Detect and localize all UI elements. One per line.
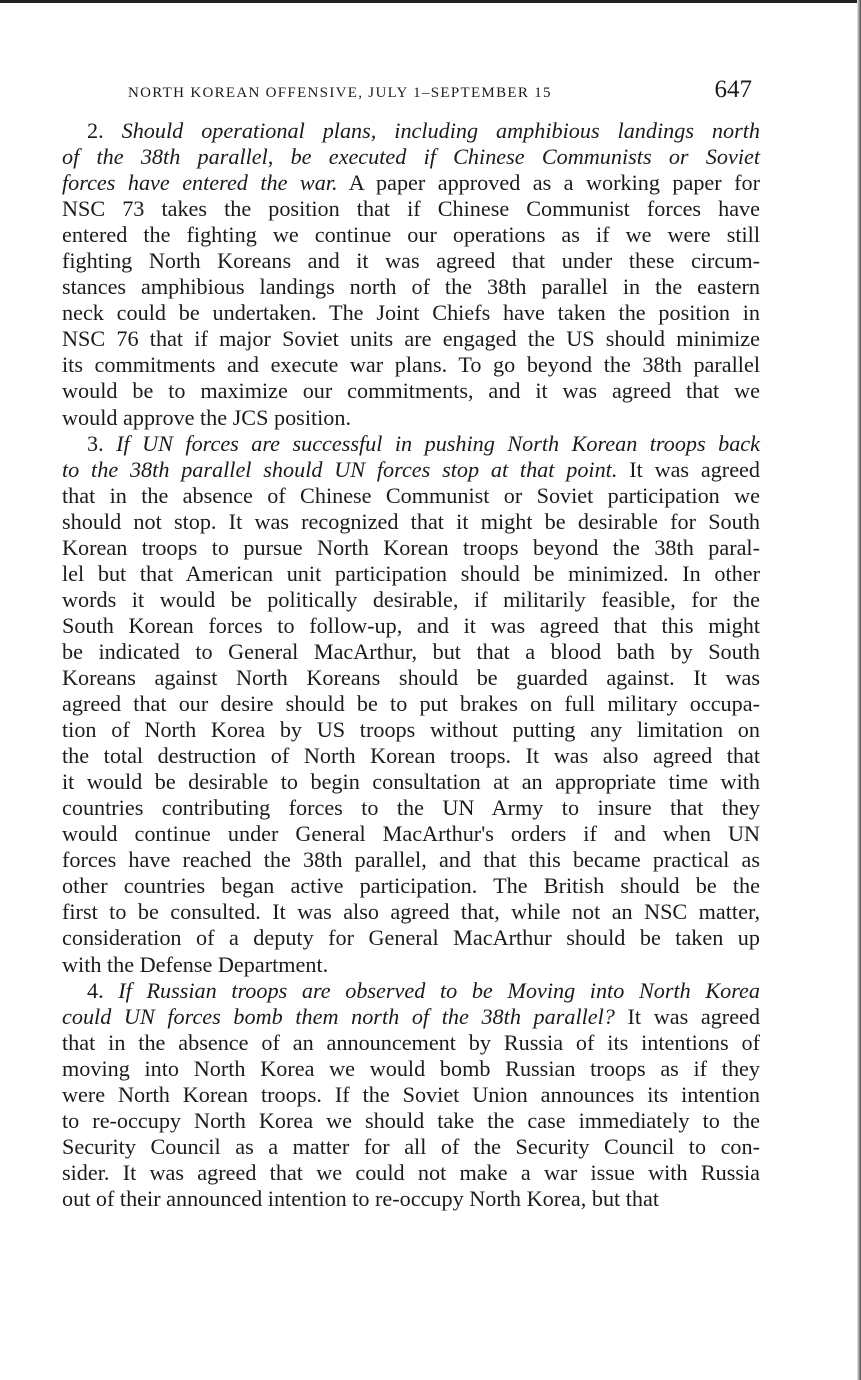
- body-text: Koreans against North Koreans should be guarded against. It was: [62, 664, 760, 690]
- text-line: [62, 952, 760, 978]
- body-text: sider. It was agreed that we could not make a war issue with Russia: [62, 1159, 760, 1185]
- text-line: [62, 300, 760, 326]
- top-edge-rule: [0, 0, 861, 3]
- body-text: agreed that our desire should be to put brakes on full military occupa-: [62, 691, 760, 717]
- text-line: [62, 587, 760, 613]
- text-line: [62, 431, 760, 457]
- text-line: [62, 378, 760, 404]
- body-text: 3.: [87, 430, 117, 456]
- italic-heading-text: of the 38th parallel, be executed if Chinese Communists or Soviet: [62, 144, 760, 170]
- text-line: [62, 222, 760, 248]
- body-text: consideration of a deputy for General MacArthur should be taken up: [62, 925, 760, 951]
- body-text: NSC 76 that if major Soviet units are engaged the US should minimize: [62, 326, 760, 352]
- body-text: first to be consulted. It was also agreed that, while not an NSC matter,: [62, 899, 760, 925]
- text-line: [62, 1082, 760, 1108]
- body-text: that in the absence of Chinese Communist or Soviet participation we: [62, 482, 760, 508]
- body-text: It was agreed: [617, 456, 760, 482]
- body-paragraph: [62, 431, 760, 978]
- body-text: its commitments and execute war plans. To go beyond the 38th parallel: [62, 352, 760, 378]
- body-text: 4.: [87, 977, 119, 1003]
- text-line: [62, 665, 760, 691]
- text-line: [62, 248, 760, 274]
- text-line: [62, 1160, 760, 1186]
- body-text: should not stop. It was recognized that it might be desirable for South: [62, 508, 760, 534]
- body-text: were North Korean troops. If the Soviet Union announces its intention: [62, 1081, 760, 1107]
- text-line: [62, 535, 760, 561]
- body-text: countries contributing forces to the UN Army to insure that they: [62, 795, 760, 821]
- text-line: [62, 352, 760, 378]
- text-line: [62, 639, 760, 665]
- body-text: it would be desirable to begin consultation at an appropriate time with: [62, 769, 760, 795]
- body-text: forces have reached the 38th parallel, and that this became practical as: [62, 847, 760, 873]
- text-line: [62, 1004, 760, 1030]
- page-number: 647: [714, 76, 752, 103]
- page-header: [128, 77, 754, 117]
- italic-heading-text: could UN forces bomb them north of the 38th parallel?: [62, 1003, 615, 1029]
- body-text: entered the fighting we continue our operations as if we were still: [62, 222, 760, 248]
- text-line: [62, 769, 760, 795]
- text-line: [62, 196, 760, 222]
- body-text: with the Defense Department.: [62, 951, 329, 977]
- text-line: [62, 509, 760, 535]
- body-text: words it would be politically desirable, if militarily feasible, for the: [62, 586, 760, 612]
- text-line: [62, 978, 760, 1004]
- running-title: NORTH KOREAN OFFENSIVE, JULY 1–SEPTEMBER 15: [128, 85, 552, 101]
- body-text: out of their announced intention to re-occupy North Korea, but that: [62, 1185, 660, 1211]
- body-text: Korean troops to pursue North Korean troops beyond the 38th paral-: [62, 534, 760, 560]
- body-text: to re-occupy North Korea we should take the case immediately to the: [62, 1107, 760, 1133]
- body-text: It was agreed: [614, 1003, 760, 1029]
- italic-heading-text: to the 38th parallel should UN forces stop at that point.: [62, 456, 618, 482]
- text-line: [62, 118, 760, 144]
- text-line: [62, 899, 760, 925]
- body-text: A paper approved as a working paper for: [337, 170, 760, 196]
- text-line: [62, 561, 760, 587]
- body-text: other countries began active participation. The British should be the: [62, 873, 760, 899]
- body-text: tion of North Korea by US troops without putting any limitation on: [62, 717, 760, 743]
- document-body: [62, 118, 760, 1212]
- text-line: [62, 1108, 760, 1134]
- text-line: [62, 613, 760, 639]
- body-paragraph: [62, 118, 760, 431]
- body-text: stances amphibious landings north of the 38th parallel in the eastern: [62, 274, 760, 300]
- text-line: [62, 821, 760, 847]
- text-line: [62, 873, 760, 899]
- italic-heading-text: If Russian troops are observed to be Moving into North Korea: [118, 977, 760, 1003]
- body-text: be indicated to General MacArthur, but that a blood bath by South: [62, 638, 760, 664]
- body-text: NSC 73 takes the position that if Chinese Communist forces have: [62, 196, 760, 222]
- body-text: would continue under General MacArthur's orders if and when UN: [62, 821, 760, 847]
- body-text: Security Council as a matter for all of the Security Council to con-: [62, 1133, 760, 1159]
- text-line: [62, 717, 760, 743]
- text-line: [62, 925, 760, 951]
- text-line: [62, 1186, 760, 1212]
- body-text: neck could be undertaken. The Joint Chiefs have taken the position in: [62, 300, 760, 326]
- body-text: lel but that American unit participation should be minimized. In other: [62, 560, 760, 586]
- text-line: [62, 405, 760, 431]
- text-line: [62, 691, 760, 717]
- body-text: South Korean forces to follow-up, and it was agreed that this might: [62, 612, 760, 638]
- page-edge-shadow: [857, 0, 861, 1380]
- body-paragraph: [62, 978, 760, 1212]
- text-line: [62, 326, 760, 352]
- text-line: [62, 1134, 760, 1160]
- text-line: [62, 483, 760, 509]
- body-text: moving into North Korea we would bomb Russian troops as if they: [62, 1055, 760, 1081]
- text-line: [62, 1056, 760, 1082]
- body-text: 2.: [87, 118, 122, 143]
- text-line: [62, 847, 760, 873]
- italic-heading-text: Should operational plans, including amphibious landings north: [121, 118, 761, 143]
- text-line: [62, 457, 760, 483]
- body-text: that in the absence of an announcement by Russia of its intentions of: [62, 1029, 760, 1055]
- text-line: [62, 144, 760, 170]
- body-text: the total destruction of North Korean troops. It was also agreed that: [62, 743, 760, 769]
- body-text: fighting North Koreans and it was agreed that under these circum-: [62, 248, 760, 274]
- italic-heading-text: If UN forces are successful in pushing North Korean troops back: [116, 430, 760, 456]
- body-text: would be to maximize our commitments, and it was agreed that we: [62, 378, 760, 404]
- text-line: [62, 274, 760, 300]
- text-line: [62, 1030, 760, 1056]
- italic-heading-text: forces have entered the war.: [62, 170, 338, 196]
- text-line: [62, 170, 760, 196]
- text-line: [62, 795, 760, 821]
- body-text: would approve the JCS position.: [62, 404, 352, 430]
- text-line: [62, 743, 760, 769]
